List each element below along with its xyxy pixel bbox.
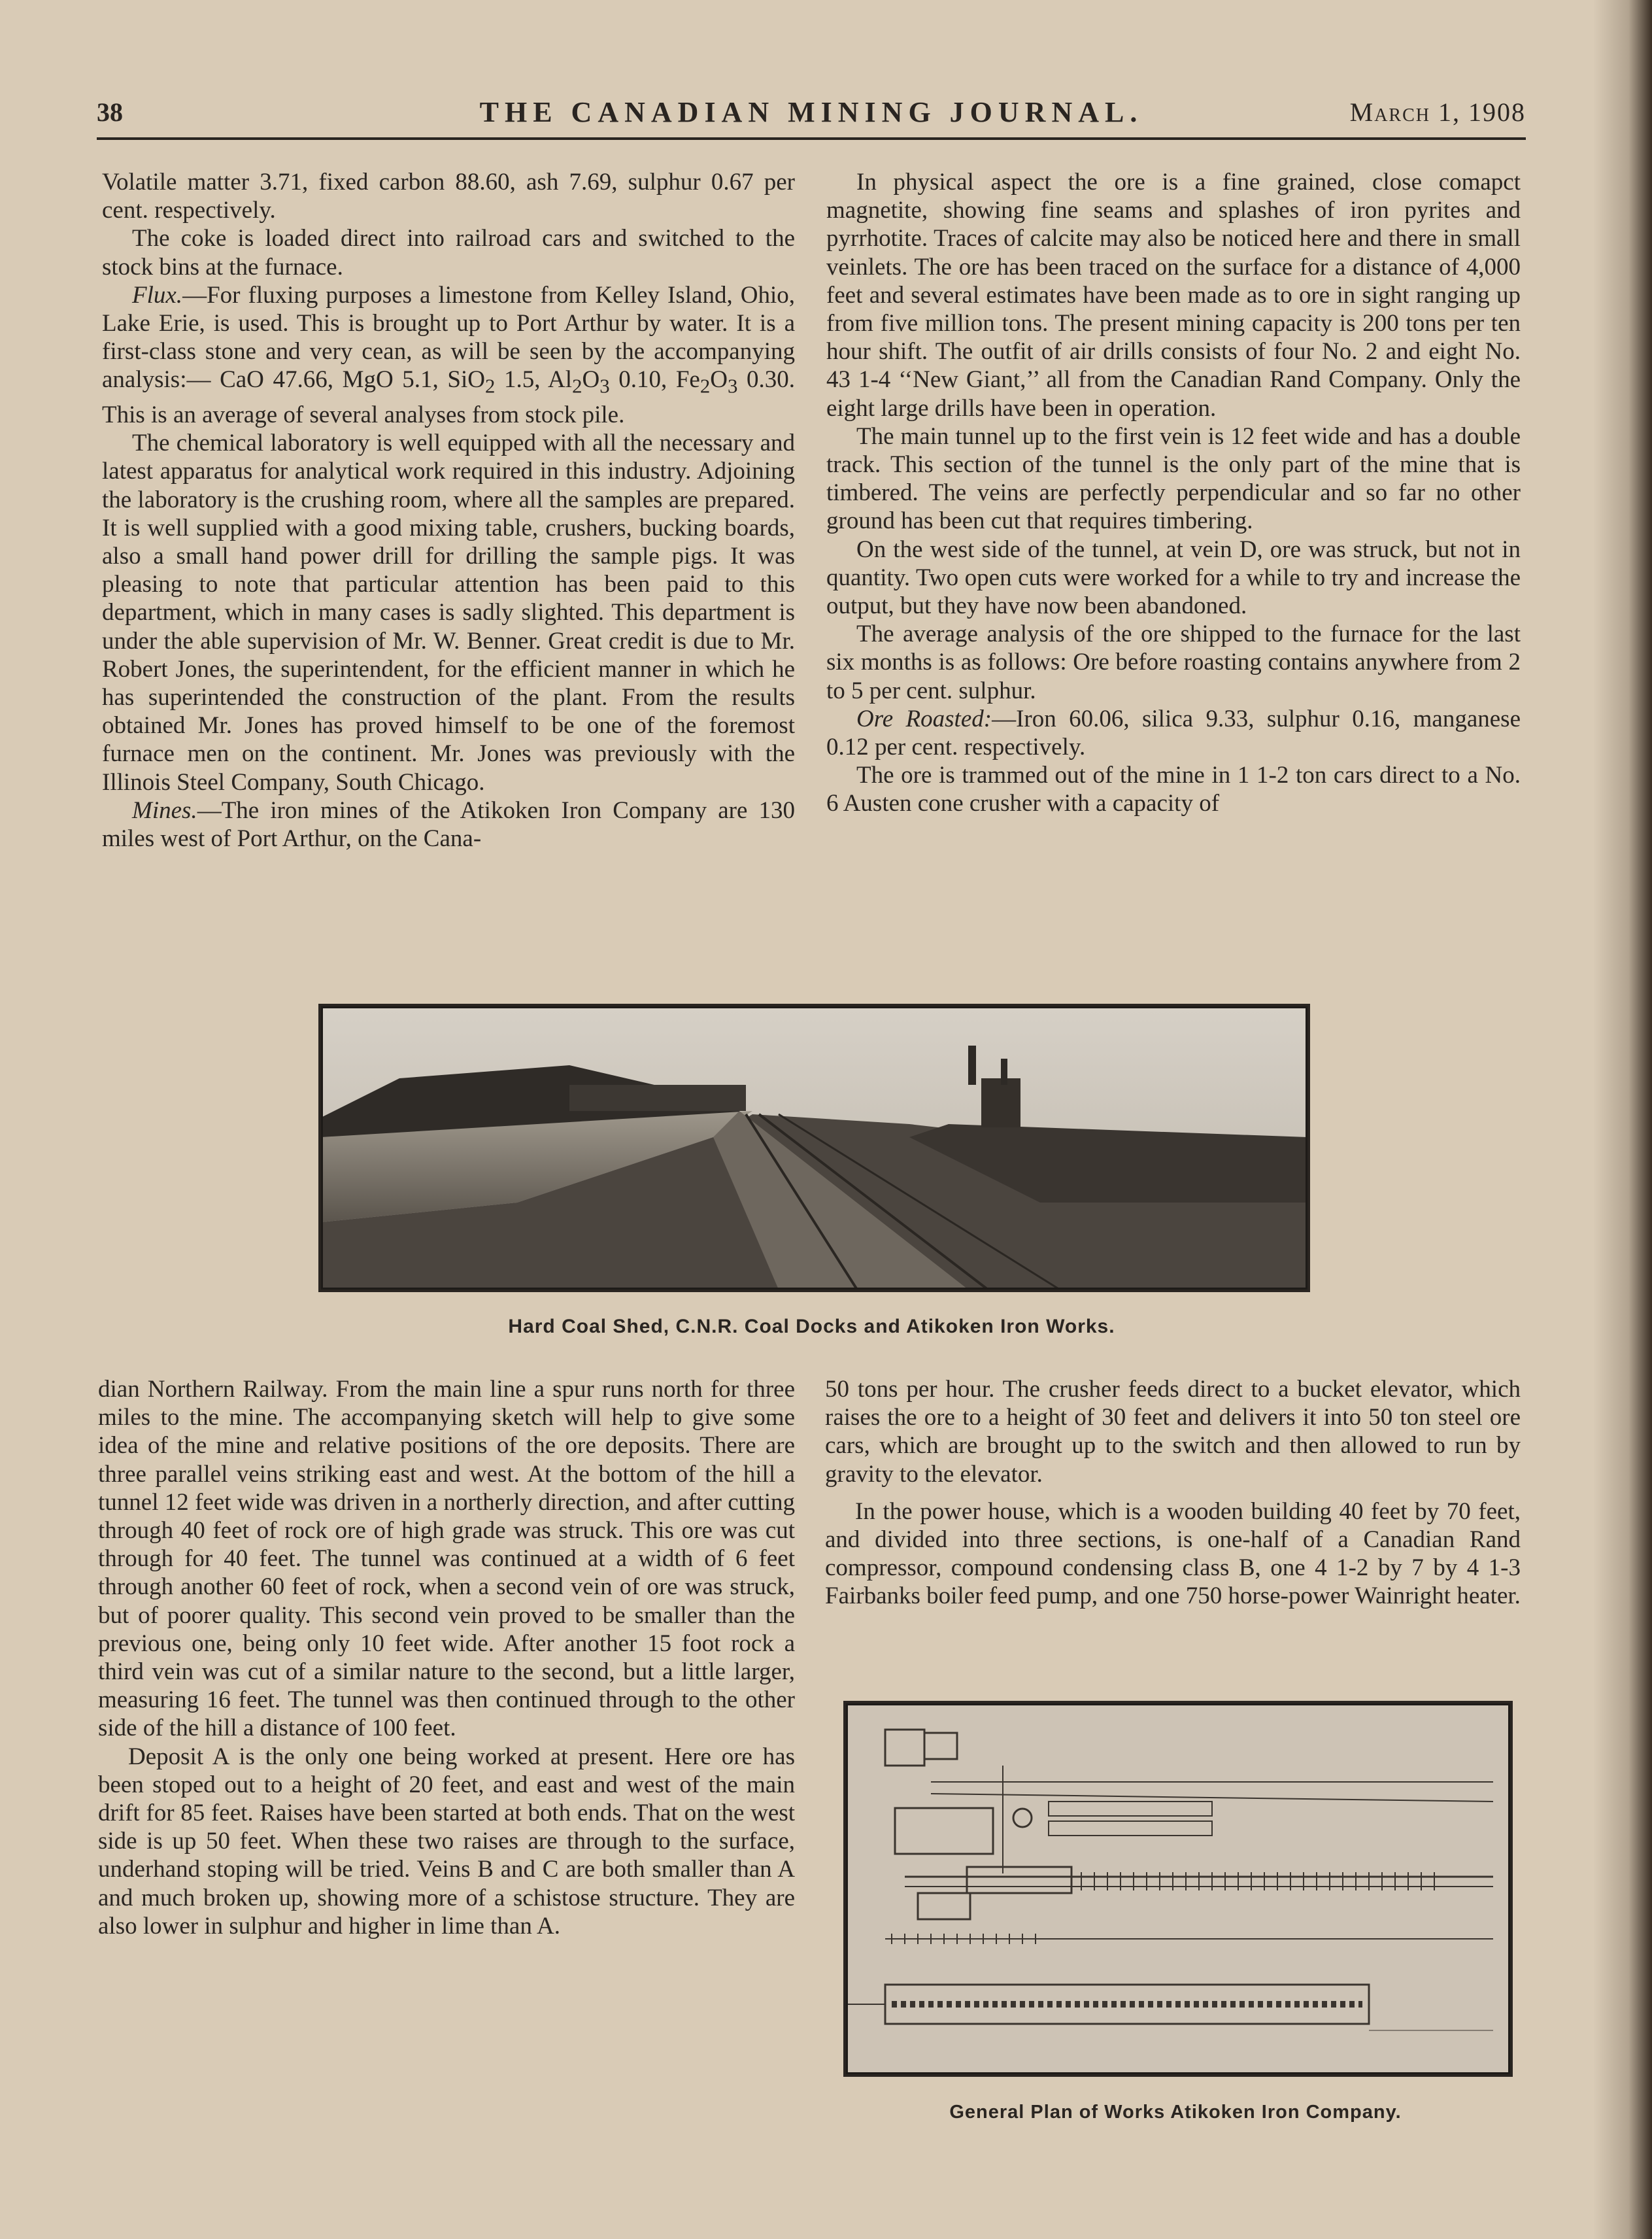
- plan-caption: General Plan of Works Atikoken Iron Company.: [949, 2102, 1402, 2123]
- paragraph: In physical aspect the ore is a fine grained, close comapct magnetite, showing fine seams and splashes of iron pyrites and pyrrhotite. Traces of calcite may also be noticed here and there in small veinlets. The ore has been traced on the surface for a distance of 4,000 feet and several estimates have been made as to ore in sight ranging up from five million tons. The present mining capacity is 200 tons per ten hour shift. The outfit of air drills consists of four No. 2 and eight No. 43 1-4 ‘‘New Giant,’’ all from the Canadian Rand Company. Only the eight large drills have been in operation.: [826, 169, 1521, 422]
- paragraph: In the power house, which is a wooden building 40 feet by 70 feet, and divided into three sections, is one-half of a Canadian Rand compressor, compound condensing class B, one 4 1-2 by 7 by 4 1-3 Fairbanks boiler feed pump, and one 750 horse-power Wainright heater.: [825, 1497, 1521, 1610]
- page-edge-shadow: [1593, 0, 1652, 2239]
- works-plan-diagram: [843, 1701, 1513, 2077]
- section-label-mines: Mines.: [132, 796, 197, 824]
- paragraph: The chemical laboratory is well equipped with all the necessary and latest apparatus for analytical work required in this industry. Adjoining the laboratory is the crushing room, where all the samples are prepared. It is well supplied with a good mixing table, crushers, bucking boards, also a small hand power drill for drilling the sample pigs. It was pleasing to note that particular attention has been paid to this department, which in many cases is sadly slighted. This department is under the able supervision of Mr. W. Benner. Great credit is due to Mr. Robert Jones, the superintendent, for the efficient manner in which he has superintended the construction of the plant. From the results obtained Mr. Jones has proved himself to be one of the foremost furnace men on the continent. Mr. Jones was previously with the Illinois Steel Company, South Chicago.: [102, 430, 795, 796]
- photo-illustration: [321, 1006, 1307, 1290]
- paragraph: On the west side of the tunnel, at vein D, ore was struck, but not in quantity. Two open cuts were worked for a while to try and increase the output, but they have now been abandoned.: [826, 536, 1521, 620]
- plan-illustration: [846, 1703, 1510, 2074]
- paragraph: The average analysis of the ore shipped to the furnace for the last six months is as follows: Ore before roasting contains anywhere from 2 to 5 per cent. sulphur.: [826, 621, 1521, 704]
- page-header: [97, 92, 1526, 140]
- paragraph: 50 tons per hour. The crusher feeds direct to a bucket elevator, which raises the ore to a height of 30 feet and delivers it into 50 ton steel ore cars, which are brought up to the switch and then allowed to run by gravity to the elevator.: [825, 1376, 1521, 1488]
- paragraph-mines: Mines.—The iron mines of the Atikoken Iron Company are 130 miles west of Port Arthur, on the Cana-: [102, 796, 795, 853]
- paragraph-flux: Flux.—For fluxing purposes a limestone from Kelley Island, Ohio, Lake Erie, is used. This is brought up to Port Arthur by water. It is a first-class stone and very cean, as will be seen by the accompanying analysis:— CaO 47.66, MgO 5.1, SiO$_2$ 1.5, $Al_2O_3$ 0.10, $Fe_2O_3$ 0.30. This is an average of several analyses from stock pile.: [102, 281, 796, 429]
- paragraph: The main tunnel up to the first vein is 12 feet wide and has a double track. This section of the tunnel is the only part of the mine that is timbered. The veins are perfectly perpendicular and so far no other ground has been cut that requires timbering.: [826, 422, 1521, 535]
- paragraph: The ore is trammed out of the mine in 1 1-2 ton cars direct to a No. 6 Austen cone crusher with a capacity of: [826, 762, 1521, 817]
- photo-caption: Hard Coal Shed, C.N.R. Coal Docks and Atikoken Iron Works.: [508, 1316, 1115, 1337]
- column-bottom-left: [98, 1375, 795, 1940]
- column-top-right: [826, 168, 1521, 818]
- journal-title: THE CANADIAN MINING JOURNAL.: [479, 96, 1143, 128]
- paragraph: Volatile matter 3.71, fixed carbon 88.60, ash 7.69, sulphur 0.67 per cent. respectively.: [102, 169, 795, 224]
- section-label-flux: Flux.: [132, 281, 183, 309]
- section-label-ore-roasted: Ore Roasted:: [856, 705, 992, 732]
- coal-docks-photo: [318, 1004, 1310, 1292]
- paragraph: Deposit A is the only one being worked at present. Here ore has been stoped out to a height of 20 feet, and east and west of the main drift for 85 feet. Raises have been started at both ends. That on the west side is up 50 feet. When these two raises are through to the surface, underhand stoping will be tried. Veins B and C are both smaller than A and much broken up, showing more of a schistose structure. They are also lower in sulphur and higher in lime than A.: [98, 1743, 795, 1940]
- column-top-left: [102, 168, 795, 853]
- issue-date: March 1, 1908: [1349, 97, 1526, 127]
- paragraph: The coke is loaded direct into railroad cars and switched to the stock bins at the furnace.: [102, 225, 795, 281]
- paragraph: dian Northern Railway. From the main line a spur runs north for three miles to the mine. The accompanying sketch will help to give some idea of the mine and relative positions of the ore deposits. There are three parallel veins striking east and west. At the bottom of the hill a tunnel 12 feet wide was driven in a northerly direction, and after cutting through 40 feet of rock ore of high grade was struck. This ore was cut through for 40 feet. The tunnel was continued at a width of 6 feet through another 60 feet of rock, when a second vein of ore was struck, but of poorer quality. This second vein proved to be smaller than the previous one, being only 10 feet wide. After another 15 foot rock a third vein was cut of a similar nature to the second, but a little larger, measuring 16 feet. The tunnel was then continued through to the other side of the hill a distance of 100 feet.: [98, 1376, 795, 1742]
- page-number: 38: [97, 97, 123, 127]
- column-bottom-right: [825, 1375, 1521, 1611]
- paragraph-ore-roasted: Ore Roasted:—Iron 60.06, silica 9.33, sulphur 0.16, manganese 0.12 per cent. respectively.: [826, 705, 1521, 761]
